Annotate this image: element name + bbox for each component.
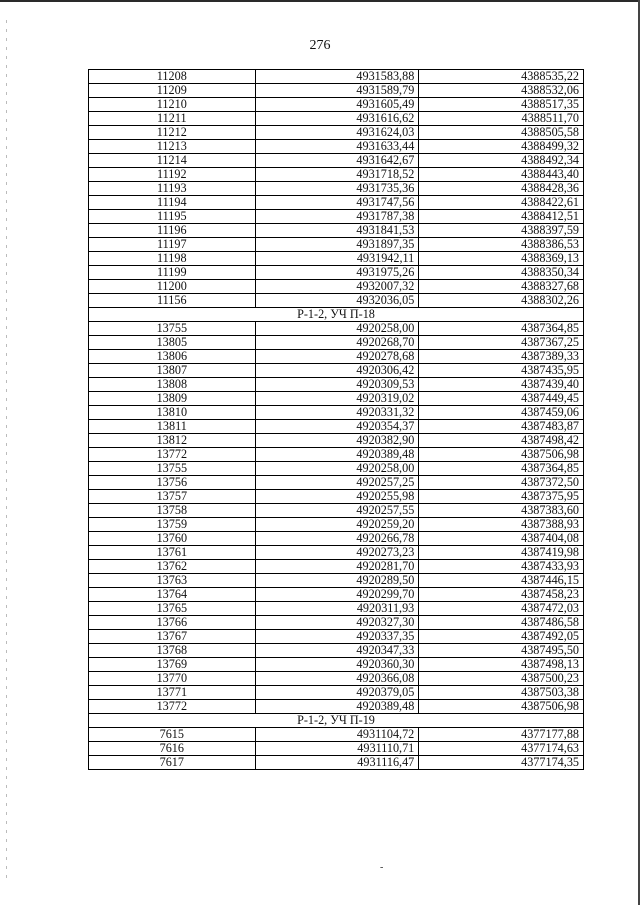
point-number-cell: 13772: [89, 700, 256, 714]
table-row: [89, 98, 584, 112]
x-coordinate-cell: 4931841,53: [255, 224, 419, 238]
section-label: Р-1-2, УЧ П-18: [89, 308, 584, 322]
x-coordinate-cell: 4920281,70: [255, 560, 419, 574]
point-number-cell: 11208: [89, 70, 256, 84]
section-label: Р-1-2, УЧ П-19: [89, 714, 584, 728]
point-number-cell: 13755: [89, 462, 256, 476]
x-coordinate-cell: 4931624,03: [255, 126, 419, 140]
table-row: [89, 560, 584, 574]
point-number-cell: 13757: [89, 490, 256, 504]
section-header-row: [89, 714, 584, 728]
point-number-cell: 13812: [89, 434, 256, 448]
x-coordinate-cell: 4920273,23: [255, 546, 419, 560]
table-row: [89, 518, 584, 532]
point-number-cell: 11194: [89, 196, 256, 210]
x-coordinate-cell: 4931116,47: [255, 756, 419, 770]
table-row: [89, 294, 584, 308]
x-coordinate-cell: 4920268,70: [255, 336, 419, 350]
table-row: [89, 644, 584, 658]
y-coordinate-cell: 4388369,13: [419, 252, 584, 266]
y-coordinate-cell: 4387372,50: [419, 476, 584, 490]
x-coordinate-cell: 4931735,36: [255, 182, 419, 196]
table-row: [89, 154, 584, 168]
x-coordinate-cell: 4920337,35: [255, 630, 419, 644]
x-coordinate-cell: 4931975,26: [255, 266, 419, 280]
table-row: [89, 378, 584, 392]
y-coordinate-cell: 4387458,23: [419, 588, 584, 602]
page-number: 276: [309, 38, 331, 53]
y-coordinate-cell: 4387498,42: [419, 434, 584, 448]
x-coordinate-cell: 4920311,93: [255, 602, 419, 616]
table-row: [89, 224, 584, 238]
y-coordinate-cell: 4388327,68: [419, 280, 584, 294]
point-number-cell: 13760: [89, 532, 256, 546]
y-coordinate-cell: 4387459,06: [419, 406, 584, 420]
x-coordinate-cell: 4931110,71: [255, 742, 419, 756]
point-number-cell: 11211: [89, 112, 256, 126]
x-coordinate-cell: 4920255,98: [255, 490, 419, 504]
table-row: [89, 182, 584, 196]
x-coordinate-cell: 4931616,62: [255, 112, 419, 126]
x-coordinate-cell: 4920360,30: [255, 658, 419, 672]
table-row: [89, 252, 584, 266]
table-row: [89, 322, 584, 336]
coordinates-table: [88, 69, 584, 770]
table-row: [89, 448, 584, 462]
page-edge-top: [0, 0, 640, 2]
table-row: [89, 476, 584, 490]
x-coordinate-cell: 4920309,53: [255, 378, 419, 392]
coordinates-table-body: [89, 70, 584, 770]
table-row: [89, 546, 584, 560]
y-coordinate-cell: 4388422,61: [419, 196, 584, 210]
table-row: [89, 434, 584, 448]
x-coordinate-cell: 4920278,68: [255, 350, 419, 364]
table-row: [89, 672, 584, 686]
x-coordinate-cell: 4920389,48: [255, 448, 419, 462]
table-row: [89, 84, 584, 98]
table-row: [89, 588, 584, 602]
point-number-cell: 7615: [89, 728, 256, 742]
y-coordinate-cell: 4377174,35: [419, 756, 584, 770]
x-coordinate-cell: 4931787,38: [255, 210, 419, 224]
y-coordinate-cell: 4387364,85: [419, 462, 584, 476]
point-number-cell: 13765: [89, 602, 256, 616]
table-row: [89, 70, 584, 84]
point-number-cell: 11193: [89, 182, 256, 196]
table-row: [89, 602, 584, 616]
x-coordinate-cell: 4920382,90: [255, 434, 419, 448]
y-coordinate-cell: 4388302,26: [419, 294, 584, 308]
x-coordinate-cell: 4920389,48: [255, 700, 419, 714]
x-coordinate-cell: 4931942,11: [255, 252, 419, 266]
y-coordinate-cell: 4387483,87: [419, 420, 584, 434]
point-number-cell: 11213: [89, 140, 256, 154]
x-coordinate-cell: 4931583,88: [255, 70, 419, 84]
point-number-cell: 7617: [89, 756, 256, 770]
y-coordinate-cell: 4388517,35: [419, 98, 584, 112]
x-coordinate-cell: 4932007,32: [255, 280, 419, 294]
table-row: [89, 686, 584, 700]
point-number-cell: 13767: [89, 630, 256, 644]
y-coordinate-cell: 4387498,13: [419, 658, 584, 672]
point-number-cell: 13810: [89, 406, 256, 420]
x-coordinate-cell: 4920257,55: [255, 504, 419, 518]
x-coordinate-cell: 4920258,00: [255, 462, 419, 476]
x-coordinate-cell: 4920354,37: [255, 420, 419, 434]
x-coordinate-cell: 4920257,25: [255, 476, 419, 490]
y-coordinate-cell: 4388350,34: [419, 266, 584, 280]
table-row: [89, 168, 584, 182]
point-number-cell: 11209: [89, 84, 256, 98]
y-coordinate-cell: 4388386,53: [419, 238, 584, 252]
y-coordinate-cell: 4377174,63: [419, 742, 584, 756]
table-row: [89, 574, 584, 588]
x-coordinate-cell: 4931605,49: [255, 98, 419, 112]
point-number-cell: 11195: [89, 210, 256, 224]
point-number-cell: 13755: [89, 322, 256, 336]
point-number-cell: 11197: [89, 238, 256, 252]
x-coordinate-cell: 4931589,79: [255, 84, 419, 98]
x-coordinate-cell: 4920379,05: [255, 686, 419, 700]
y-coordinate-cell: 4388412,51: [419, 210, 584, 224]
x-coordinate-cell: 4920266,78: [255, 532, 419, 546]
x-coordinate-cell: 4931104,72: [255, 728, 419, 742]
table-row: [89, 532, 584, 546]
table-row: [89, 504, 584, 518]
x-coordinate-cell: 4931897,35: [255, 238, 419, 252]
table-row: [89, 280, 584, 294]
y-coordinate-cell: 4387506,98: [419, 700, 584, 714]
y-coordinate-cell: 4387449,45: [419, 392, 584, 406]
point-number-cell: 13766: [89, 616, 256, 630]
point-number-cell: 11196: [89, 224, 256, 238]
point-number-cell: 13764: [89, 588, 256, 602]
x-coordinate-cell: 4931633,44: [255, 140, 419, 154]
table-row: [89, 700, 584, 714]
point-number-cell: 13771: [89, 686, 256, 700]
y-coordinate-cell: 4388428,36: [419, 182, 584, 196]
table-row: [89, 616, 584, 630]
table-row: [89, 126, 584, 140]
point-number-cell: 11200: [89, 280, 256, 294]
y-coordinate-cell: 4387419,98: [419, 546, 584, 560]
table-row: [89, 392, 584, 406]
x-coordinate-cell: 4920259,20: [255, 518, 419, 532]
y-coordinate-cell: 4388443,40: [419, 168, 584, 182]
table-row: [89, 742, 584, 756]
y-coordinate-cell: 4387388,93: [419, 518, 584, 532]
y-coordinate-cell: 4387506,98: [419, 448, 584, 462]
point-number-cell: 13769: [89, 658, 256, 672]
y-coordinate-cell: 4387383,60: [419, 504, 584, 518]
point-number-cell: 13807: [89, 364, 256, 378]
x-coordinate-cell: 4920258,00: [255, 322, 419, 336]
x-coordinate-cell: 4931718,52: [255, 168, 419, 182]
y-coordinate-cell: 4388532,06: [419, 84, 584, 98]
y-coordinate-cell: 4377177,88: [419, 728, 584, 742]
y-coordinate-cell: 4388499,32: [419, 140, 584, 154]
table-row: [89, 350, 584, 364]
y-coordinate-cell: 4387486,58: [419, 616, 584, 630]
x-coordinate-cell: 4920299,70: [255, 588, 419, 602]
point-number-cell: 11156: [89, 294, 256, 308]
point-number-cell: 11212: [89, 126, 256, 140]
x-coordinate-cell: 4932036,05: [255, 294, 419, 308]
point-number-cell: 13809: [89, 392, 256, 406]
point-number-cell: 13772: [89, 448, 256, 462]
table-row: [89, 406, 584, 420]
point-number-cell: 13806: [89, 350, 256, 364]
y-coordinate-cell: 4388505,58: [419, 126, 584, 140]
x-coordinate-cell: 4920327,30: [255, 616, 419, 630]
section-header-row: [89, 308, 584, 322]
y-coordinate-cell: 4387472,03: [419, 602, 584, 616]
x-coordinate-cell: 4920319,02: [255, 392, 419, 406]
y-coordinate-cell: 4387389,33: [419, 350, 584, 364]
table-row: [89, 336, 584, 350]
table-row: [89, 196, 584, 210]
point-number-cell: 13808: [89, 378, 256, 392]
footer-mark: -: [380, 862, 384, 873]
table-row: [89, 420, 584, 434]
binding-margin-dashes: [6, 20, 7, 880]
table-row: [89, 266, 584, 280]
point-number-cell: 13768: [89, 644, 256, 658]
y-coordinate-cell: 4387433,93: [419, 560, 584, 574]
table-row: [89, 140, 584, 154]
table-row: [89, 658, 584, 672]
y-coordinate-cell: 4387446,15: [419, 574, 584, 588]
table-row: [89, 728, 584, 742]
point-number-cell: 13758: [89, 504, 256, 518]
table-row: [89, 364, 584, 378]
point-number-cell: 11198: [89, 252, 256, 266]
y-coordinate-cell: 4387435,95: [419, 364, 584, 378]
point-number-cell: 11210: [89, 98, 256, 112]
y-coordinate-cell: 4387367,25: [419, 336, 584, 350]
x-coordinate-cell: 4931747,56: [255, 196, 419, 210]
point-number-cell: 11192: [89, 168, 256, 182]
x-coordinate-cell: 4920289,50: [255, 574, 419, 588]
point-number-cell: 13811: [89, 420, 256, 434]
y-coordinate-cell: 4387503,38: [419, 686, 584, 700]
table-row: [89, 756, 584, 770]
y-coordinate-cell: 4387495,50: [419, 644, 584, 658]
y-coordinate-cell: 4387500,23: [419, 672, 584, 686]
y-coordinate-cell: 4388397,59: [419, 224, 584, 238]
y-coordinate-cell: 4387364,85: [419, 322, 584, 336]
point-number-cell: 11214: [89, 154, 256, 168]
y-coordinate-cell: 4388492,34: [419, 154, 584, 168]
y-coordinate-cell: 4388511,70: [419, 112, 584, 126]
point-number-cell: 13770: [89, 672, 256, 686]
point-number-cell: 13759: [89, 518, 256, 532]
x-coordinate-cell: 4920331,32: [255, 406, 419, 420]
point-number-cell: 13761: [89, 546, 256, 560]
table-row: [89, 238, 584, 252]
table-row: [89, 210, 584, 224]
table-row: [89, 630, 584, 644]
x-coordinate-cell: 4920366,08: [255, 672, 419, 686]
table-row: [89, 112, 584, 126]
point-number-cell: 7616: [89, 742, 256, 756]
x-coordinate-cell: 4920347,33: [255, 644, 419, 658]
table-row: [89, 462, 584, 476]
point-number-cell: 11199: [89, 266, 256, 280]
table-row: [89, 490, 584, 504]
point-number-cell: 13805: [89, 336, 256, 350]
point-number-cell: 13762: [89, 560, 256, 574]
y-coordinate-cell: 4388535,22: [419, 70, 584, 84]
point-number-cell: 13763: [89, 574, 256, 588]
y-coordinate-cell: 4387375,95: [419, 490, 584, 504]
point-number-cell: 13756: [89, 476, 256, 490]
x-coordinate-cell: 4931642,67: [255, 154, 419, 168]
y-coordinate-cell: 4387492,05: [419, 630, 584, 644]
y-coordinate-cell: 4387404,08: [419, 532, 584, 546]
x-coordinate-cell: 4920306,42: [255, 364, 419, 378]
y-coordinate-cell: 4387439,40: [419, 378, 584, 392]
